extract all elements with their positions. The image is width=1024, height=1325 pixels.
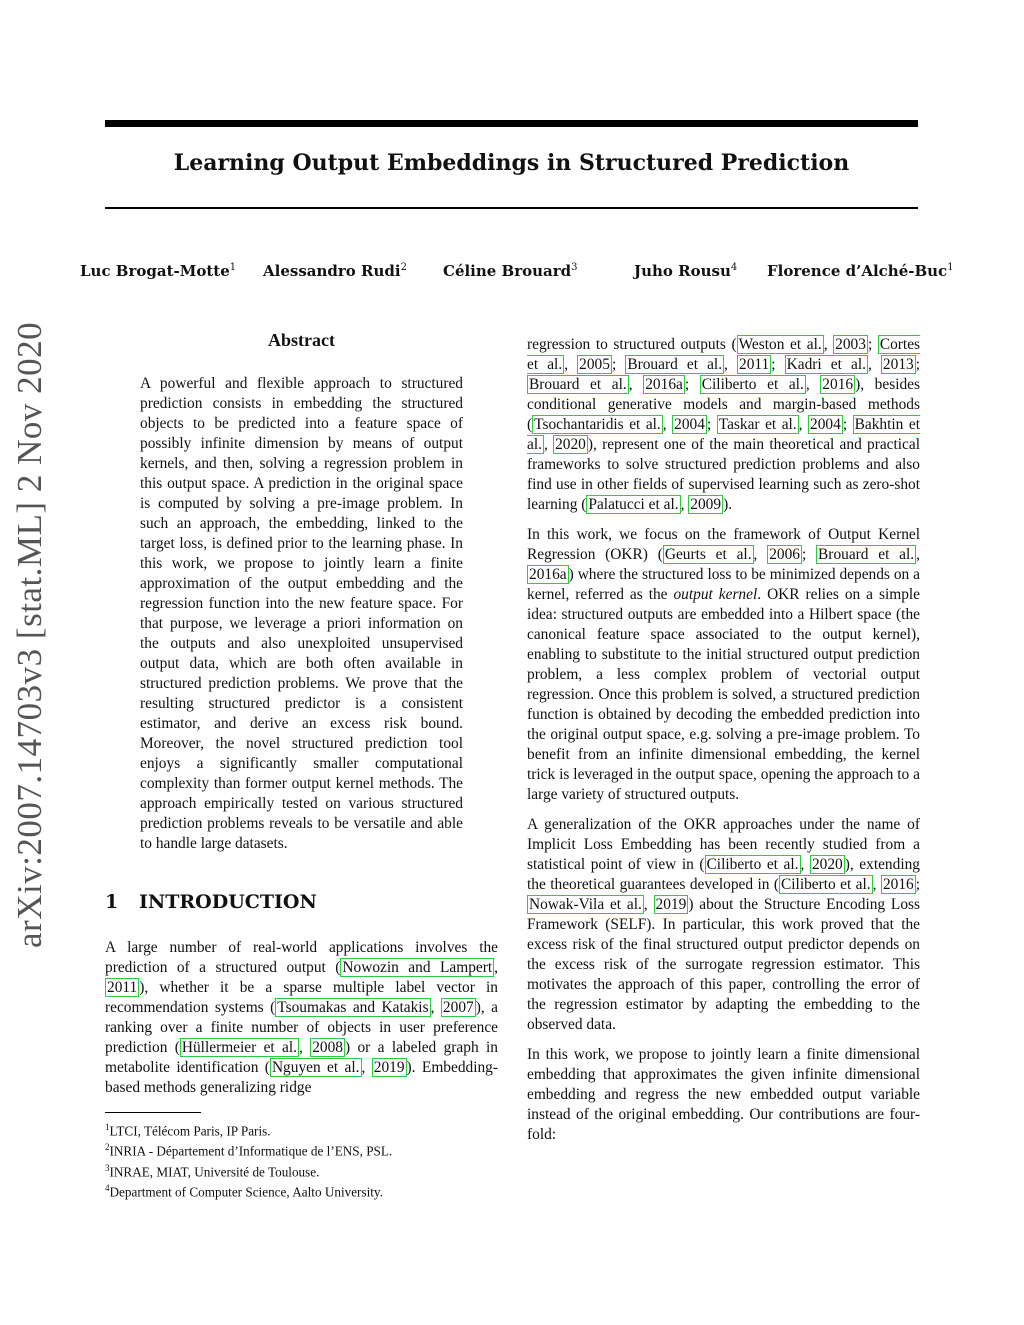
- citation-link[interactable]: 2009: [690, 496, 722, 513]
- citation-link[interactable]: 2007: [442, 999, 474, 1016]
- citation-link[interactable]: 2004: [674, 416, 705, 433]
- citation-link[interactable]: Tsoumakas and Katakis: [277, 999, 429, 1016]
- citation-link[interactable]: 2019: [373, 1059, 405, 1076]
- citation-link[interactable]: Hüllermeier et al.: [181, 1039, 297, 1056]
- intro-paragraph: A large number of real-world applications involves the prediction of a structured output ( Nowozin and Lampert , 2011 ), whether it be a sparse multiple label vector in recommendation systems ( Tsoumakas and Katakis , 2007 ), a ranking over a finite number of objects in user preference prediction ( Hüllermeier et al. , 2008 ) or a labeled graph in metabolite identification ( Nguyen et al. , 2019 ). Embedding-based methods generalizing ridge: [105, 939, 499, 1096]
- paper-title: Learning Output Embeddings in Structured Prediction: [173, 150, 850, 176]
- section-heading-introduction: 1 INTRODUCTION: [105, 891, 317, 913]
- citation-link[interactable]: Brouard et al.: [529, 376, 627, 393]
- author: Juho Rousu$^4$: [634, 262, 738, 280]
- title-rule-bottom: [105, 207, 918, 209]
- citation-link[interactable]: Nowozin and Lampert: [342, 959, 493, 976]
- left-column: [105, 330, 498, 1201]
- citation-link[interactable]: 2020: [811, 856, 843, 873]
- footnote: $^3$INRAE, MIAT, Université de Toulouse.: [105, 1162, 320, 1180]
- citation-link[interactable]: Ciliberto et al.: [781, 876, 871, 893]
- author-list: [0, 262, 1024, 286]
- footnote: $^1$LTCI, Télécom Paris, IP Paris.: [105, 1122, 271, 1139]
- citation-link[interactable]: 2016a: [529, 566, 567, 583]
- abstract-text: A powerful and flexible approach to structured prediction consists in embedding the structured objects to be predicted into a feature space of possibly infinite dimension by means of output kernels, and then, solving a regression problem in this output space. A prediction in the original space is computed by solving a pre-image problem. In such an approach, the embedding, linked to the target loss, is defined prior to the learning phase. In this work, we propose to jointly learn a finite approximation of the output embedding and the regression function into the new feature space. For that purpose, we leverage a priori information on the outputs and also unexploited unsupervised output data, which are both often available in structured prediction problems. We prove that the resulting structured predictor is a consistent estimator, and derive an excess risk bound. Moreover, the novel structured prediction tool enjoys a significantly smaller computational complexity than former output kernel methods. The approach empirically tested on various structured prediction problems reveals to be versatile and able to handle large datasets.: [140, 375, 463, 852]
- right-column: [527, 335, 920, 1155]
- author: Florence d’Alché-Buc$^1$: [767, 262, 954, 280]
- body-paragraph: A generalization of the OKR approaches under the name of Implicit Loss Embedding has been recently studied from a statistical point of view in ( Ciliberto et al. , 2020 ), extending the theoretical guarantees developed in ( Ciliberto et al. , 2016 ; Nowak-Vila et al. , 2019 ) about the Structure Encoding Loss Framework (SELF). In particular, this work proved that the excess risk of the final structured output predictor depends on the excess risk of the surrogate regression estimator. This motivates the approach of this paper, controlling the error of the regression estimator by adapting the embedding to the observed data.: [527, 816, 921, 1033]
- footnotes: [105, 1119, 498, 1201]
- citation-link[interactable]: 2019: [655, 896, 687, 913]
- citation-link[interactable]: Geurts et al.: [664, 546, 752, 563]
- citation-link[interactable]: Palatucci et al.: [588, 496, 679, 513]
- citation-link[interactable]: Brouard et al.: [818, 546, 915, 563]
- citation-link[interactable]: 2011: [107, 979, 138, 996]
- citation-link[interactable]: 2005: [579, 356, 610, 373]
- citation-link[interactable]: 2013: [882, 356, 914, 373]
- arxiv-identifier-stamp: arXiv:2007.14703v3 [stat.ML] 2 Nov 2020: [10, 321, 49, 948]
- citation-link[interactable]: 2016: [882, 876, 914, 893]
- citation-link[interactable]: 2008: [312, 1039, 343, 1056]
- author: Luc Brogat-Motte$^1$: [80, 262, 237, 280]
- citation-link[interactable]: Tsochantaridis et al.: [534, 416, 661, 433]
- footnote: $^4$Department of Computer Science, Aalto University.: [105, 1183, 383, 1200]
- body-paragraph: In this work, we propose to jointly learn a finite dimensional embedding that approximates the given infinite dimensional embedding and regress the new embedded output variable instead of the original embedding. Our contributions are four-fold:: [527, 1046, 920, 1143]
- footnote: $^2$INRIA - Département d’Informatique de l’ENS, PSL.: [105, 1142, 393, 1159]
- author: Céline Brouard$^3$: [443, 262, 578, 280]
- citation-link[interactable]: Nowak-Vila et al.: [529, 896, 642, 913]
- body-paragraph: In this work, we focus on the framework of Output Kernel Regression (OKR) ( Geurts et al. , 2006 ; Brouard et al. , 2016a ) where the structured loss to be minimized depends on a kernel, referred as the output kernel. OKR relies on a simple idea: structured outputs are embedded into a Hilbert space (the canonical feature space associated to the output kernel), enabling to substitute to the initial structured output prediction problem, a less complex problem of vectorial output regression. Once this problem is solved, a structured prediction function is obtained by decoding the embedded prediction into the original output space, e.g. solving a pre-image problem. To benefit from an infinite dimensional embedding, the kernel trick is leveraged in the output space, opening the approach to a large variety of structured outputs.: [527, 526, 921, 803]
- author: Alessandro Rudi$^2$: [263, 262, 407, 280]
- citation-link[interactable]: Taskar et al.: [718, 416, 797, 433]
- body-paragraph: regression to structured outputs ( Weston et al. , 2003 ; Cortes et al. , 2005 ; Brouard et al. , 2011 ; Kadri et al. , 2013 ; Brouard et al. , 2016a ; Ciliberto et al. , 2016 ), besides conditional generative models and margin-based methods ( Tsochantaridis et al. , 2004 ; Taskar et al. , 2004 ; Bakhtin et al. , 2020 ), represent one of the main theoretical and practical frameworks to solve structured prediction problems and also find use in other fields of supervised learning such as zero-shot learning ( Palatucci et al. , 2009 ).: [527, 336, 921, 513]
- citation-link[interactable]: Ciliberto et al.: [701, 376, 804, 393]
- citation-link[interactable]: 2011: [739, 356, 770, 373]
- citation-link[interactable]: 2016: [822, 376, 854, 393]
- citation-link[interactable]: Weston et al.: [738, 336, 822, 353]
- citation-link[interactable]: 2004: [810, 416, 841, 433]
- citation-link[interactable]: Bakhtin et al.: [527, 416, 920, 453]
- citation-link[interactable]: Brouard et al.: [627, 356, 723, 373]
- citation-link[interactable]: 2020: [555, 436, 586, 453]
- citation-link[interactable]: 2006: [769, 546, 800, 563]
- footnote-separator: [105, 1112, 201, 1113]
- abstract-heading: Abstract: [268, 330, 335, 350]
- citation-link[interactable]: Kadri et al.: [786, 356, 866, 373]
- citation-link[interactable]: Ciliberto et al.: [706, 856, 799, 873]
- citation-link[interactable]: 2016a: [645, 376, 683, 393]
- title-rule-top: [105, 120, 918, 127]
- citation-link[interactable]: Nguyen et al.: [271, 1059, 360, 1076]
- citation-link[interactable]: 2003: [835, 336, 866, 353]
- citation-link[interactable]: Cortes et al.: [527, 336, 921, 373]
